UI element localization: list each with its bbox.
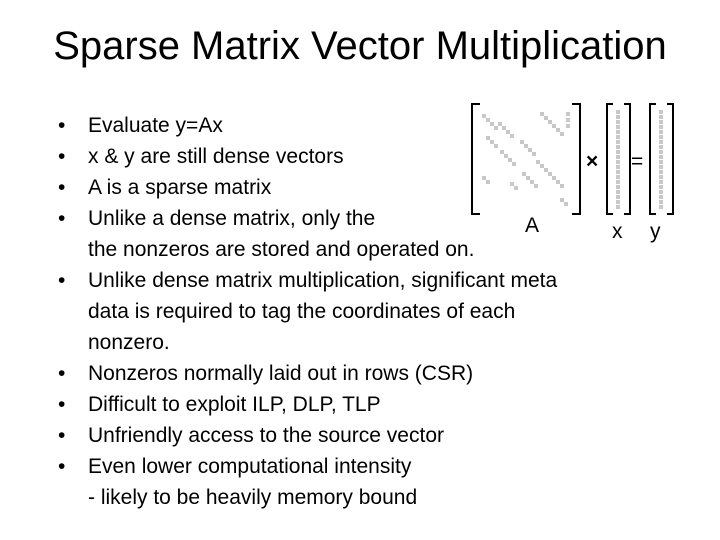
bullet-text: Unfriendly access to the source vector — [88, 424, 444, 447]
times-symbol: × — [586, 150, 599, 173]
bullet-text: Difficult to exploit ILP, DLP, TLP — [88, 393, 381, 416]
bullet-item — [58, 203, 658, 234]
vector-label-y: y — [650, 220, 661, 243]
vector-label-x: x — [612, 220, 623, 243]
bullet-dot: • — [58, 362, 66, 385]
matrix-cell — [659, 145, 663, 149]
bullet-text: Unlike dense matrix multiplication, significant meta — [88, 269, 558, 292]
bullet-dot: • — [58, 424, 66, 447]
bullet-text: Evaluate y=Ax — [88, 114, 223, 137]
matrix-cell — [659, 130, 663, 134]
bullet-text: x & y are still dense vectors — [88, 145, 344, 168]
bullet-text: A is a sparse matrix — [88, 176, 272, 199]
matrix-cell — [659, 140, 663, 144]
bullet-text: Nonzeros normally laid out in rows (CSR) — [88, 362, 474, 385]
bullet-dot: • — [58, 114, 66, 137]
bullet-trailing-line: - likely to be heavily memory bound — [88, 486, 418, 509]
matrix-cell — [659, 155, 663, 159]
matrix-cell — [659, 165, 663, 169]
bullet-dot: • — [58, 176, 66, 199]
bullet-item — [58, 172, 658, 203]
matrix-cell — [659, 195, 663, 199]
bullet-list — [58, 110, 658, 513]
bullet-continuation: data is required to tag the coordinates of each — [88, 300, 516, 323]
matrix-cell — [659, 190, 663, 194]
matrix-cell — [659, 205, 663, 209]
matrix-cell — [659, 150, 663, 154]
bullet-item — [58, 141, 658, 172]
bullet-item — [58, 420, 658, 451]
bullet-dot: • — [58, 269, 66, 292]
bullet-continuation: the nonzeros are stored and operated on. — [88, 238, 475, 261]
matrix-cell — [659, 135, 663, 139]
bullet-item — [58, 265, 658, 296]
matrix-label-a: A — [525, 214, 540, 237]
bullet-item — [58, 389, 658, 420]
matrix-cell — [659, 125, 663, 129]
bullet-text: Even lower computational intensity — [88, 455, 412, 478]
bullet-dot: • — [58, 455, 66, 478]
matrix-cell — [659, 180, 663, 184]
bullet-item — [58, 451, 658, 482]
matrix-cell — [659, 175, 663, 179]
bullet-text: Unlike a dense matrix, only the — [88, 207, 376, 230]
matrix-cell — [659, 160, 663, 164]
matrix-cell — [659, 120, 663, 124]
bullet-dot: • — [58, 207, 66, 230]
bullet-item — [58, 358, 658, 389]
matrix-cell — [659, 115, 663, 119]
bullet-item — [58, 110, 658, 141]
vector-y-right-bracket — [667, 104, 673, 214]
vector-y-cells — [659, 110, 663, 209]
bullet-dot: • — [58, 145, 66, 168]
matrix-cell — [659, 170, 663, 174]
matrix-cell — [659, 110, 663, 114]
bullet-dot: • — [58, 393, 66, 416]
slide-title: Sparse Matrix Vector Multiplication — [53, 24, 667, 68]
matrix-cell — [659, 185, 663, 189]
equals-symbol: = — [631, 150, 644, 173]
matrix-cell — [659, 200, 663, 204]
bullet-continuation: nonzero. — [88, 331, 170, 354]
